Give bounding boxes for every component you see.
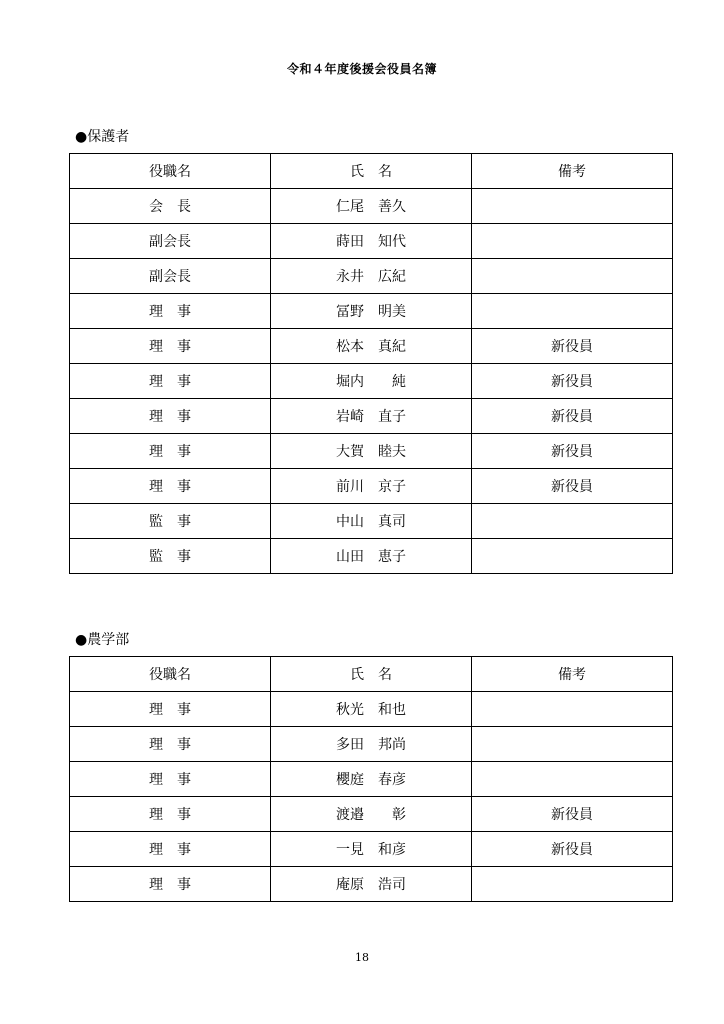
name-cell: 多田 邦尚	[271, 727, 472, 762]
role-cell: 理 事	[70, 294, 271, 329]
table-row	[70, 189, 673, 224]
note-cell	[472, 762, 673, 797]
role-cell: 理 事	[70, 329, 271, 364]
note-cell	[472, 692, 673, 727]
note-cell: 新役員	[472, 797, 673, 832]
note-cell	[472, 539, 673, 574]
table-row	[70, 434, 673, 469]
column-header-note: 備考	[472, 154, 673, 189]
role-cell: 理 事	[70, 727, 271, 762]
table-row	[70, 329, 673, 364]
role-cell: 理 事	[70, 469, 271, 504]
note-cell: 新役員	[472, 469, 673, 504]
role-cell: 理 事	[70, 434, 271, 469]
note-cell	[472, 504, 673, 539]
name-cell: 岩崎 直子	[271, 399, 472, 434]
note-cell: 新役員	[472, 329, 673, 364]
name-cell: 永井 広紀	[271, 259, 472, 294]
table-row	[70, 399, 673, 434]
table-row	[70, 259, 673, 294]
section-heading-agriculture: ●農学部	[75, 632, 130, 648]
table-row	[70, 692, 673, 727]
role-cell: 会 長	[70, 189, 271, 224]
table-row	[70, 797, 673, 832]
role-cell: 理 事	[70, 762, 271, 797]
section-heading-guardians: ●保護者	[75, 129, 130, 145]
note-cell	[472, 727, 673, 762]
name-cell: 一見 和彦	[271, 832, 472, 867]
role-cell: 監 事	[70, 539, 271, 574]
page-number: 18	[355, 951, 369, 964]
role-cell: 理 事	[70, 867, 271, 902]
note-cell	[472, 189, 673, 224]
role-cell: 副会長	[70, 259, 271, 294]
column-header-role: 役職名	[70, 657, 271, 692]
name-cell: 松本 真紀	[271, 329, 472, 364]
name-cell: 山田 恵子	[271, 539, 472, 574]
column-header-name: 氏 名	[271, 657, 472, 692]
name-cell: 櫻庭 春彦	[271, 762, 472, 797]
name-cell: 前川 京子	[271, 469, 472, 504]
role-cell: 監 事	[70, 504, 271, 539]
note-cell	[472, 224, 673, 259]
role-cell: 理 事	[70, 399, 271, 434]
table-row	[70, 364, 673, 399]
role-cell: 理 事	[70, 797, 271, 832]
note-cell	[472, 294, 673, 329]
table-row	[70, 832, 673, 867]
name-cell: 仁尾 善久	[271, 189, 472, 224]
name-cell: 秋光 和也	[271, 692, 472, 727]
note-cell: 新役員	[472, 399, 673, 434]
name-cell: 大賀 睦夫	[271, 434, 472, 469]
note-cell	[472, 867, 673, 902]
name-cell: 堀内 純	[271, 364, 472, 399]
role-cell: 理 事	[70, 364, 271, 399]
table-row	[70, 294, 673, 329]
document-title: 令和４年度後援会役員名簿	[286, 62, 437, 76]
table-header-row	[70, 657, 673, 692]
agriculture-officer-table	[69, 656, 673, 902]
table-row	[70, 224, 673, 259]
note-cell	[472, 259, 673, 294]
table-row	[70, 504, 673, 539]
table-row	[70, 539, 673, 574]
name-cell: 冨野 明美	[271, 294, 472, 329]
role-cell: 理 事	[70, 692, 271, 727]
note-cell: 新役員	[472, 364, 673, 399]
table-row	[70, 469, 673, 504]
role-cell: 理 事	[70, 832, 271, 867]
name-cell: 蒔田 知代	[271, 224, 472, 259]
table-row	[70, 762, 673, 797]
column-header-name: 氏 名	[271, 154, 472, 189]
name-cell: 渡邉 彰	[271, 797, 472, 832]
role-cell: 副会長	[70, 224, 271, 259]
name-cell: 庵原 浩司	[271, 867, 472, 902]
note-cell: 新役員	[472, 832, 673, 867]
column-header-role: 役職名	[70, 154, 271, 189]
table-row	[70, 727, 673, 762]
name-cell: 中山 真司	[271, 504, 472, 539]
table-header-row	[70, 154, 673, 189]
guardians-officer-table	[69, 153, 673, 574]
note-cell: 新役員	[472, 434, 673, 469]
table-row	[70, 867, 673, 902]
column-header-note: 備考	[472, 657, 673, 692]
